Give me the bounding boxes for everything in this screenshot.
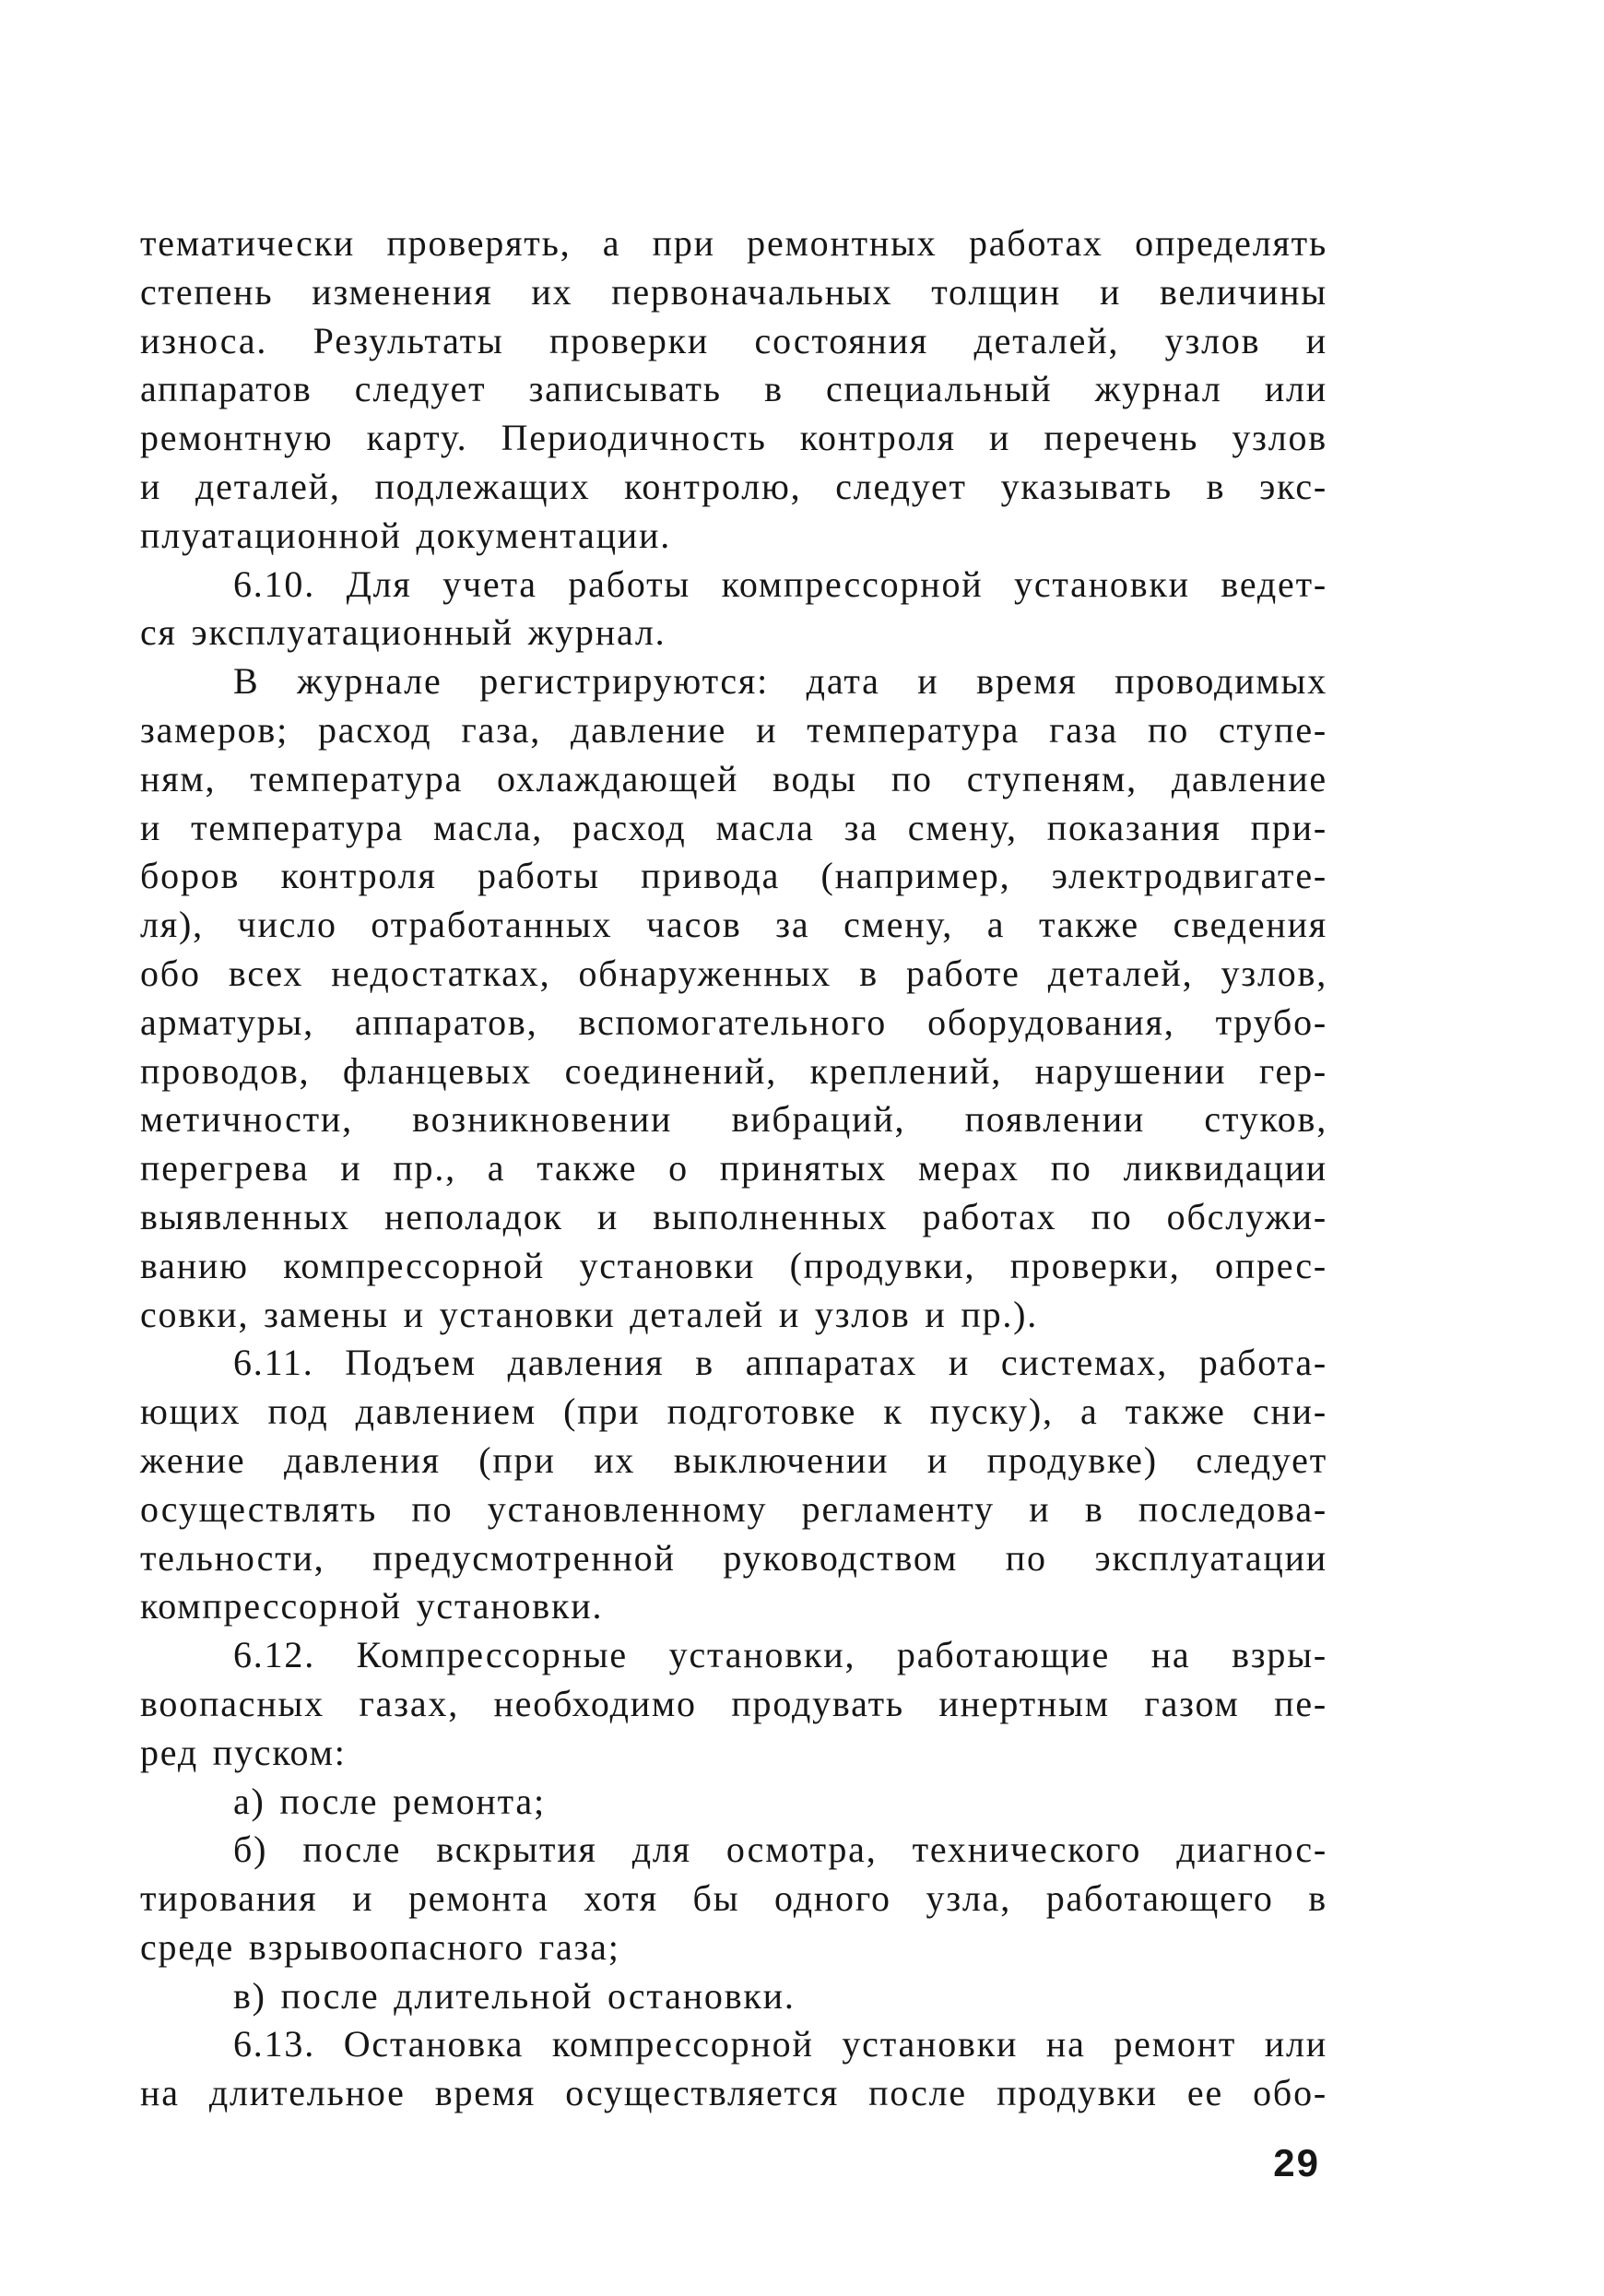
text-line: арматуры, аппаратов, вспомогательного оборудования, трубо- bbox=[140, 1000, 1327, 1043]
paragraph-p3 bbox=[140, 657, 1327, 1339]
paragraph-p8 bbox=[140, 1972, 1327, 2021]
text-line: среде взрывоопасного газа; bbox=[140, 1925, 620, 1968]
text-line: ред пуском: bbox=[140, 1731, 347, 1773]
text-line: перегрева и пр., а также о принятых мерах по ликвидации bbox=[140, 1147, 1327, 1189]
text-line: тематически проверять, а при ремонтных работах определять bbox=[140, 222, 1327, 264]
text-line: воопасных газах, необходимо продувать инертным газом пе- bbox=[140, 1682, 1327, 1724]
text-line: степень изменения их первоначальных толщин и величины bbox=[140, 270, 1327, 313]
text-line: ющих под давлением (при подготовке к пуску), а также сни- bbox=[140, 1391, 1327, 1433]
text-line: компрессорной установки. bbox=[140, 1585, 604, 1627]
paragraph-p5 bbox=[140, 1631, 1327, 1777]
text-line: ванию компрессорной установки (продувки, проверки, опрес- bbox=[140, 1244, 1327, 1286]
text-line: и деталей, подлежащих контролю, следует указывать в экс- bbox=[140, 465, 1327, 507]
text-line: проводов, фланцевых соединений, креплений, нарушении гер- bbox=[140, 1049, 1327, 1092]
text-line: тельности, предусмотренной руководством по эксплуатации bbox=[140, 1536, 1327, 1579]
text-line: осуществлять по установленному регламенту и в последова- bbox=[140, 1487, 1327, 1530]
paragraph-p7 bbox=[140, 1826, 1327, 1971]
text-line: ля), число отработанных часов за смену, а также сведения bbox=[140, 904, 1327, 946]
paragraph-p6 bbox=[140, 1778, 1327, 1827]
page-body-text bbox=[140, 219, 1327, 2118]
text-line: 6.10. Для учета работы компрессорной установки ведет- bbox=[233, 562, 1327, 605]
paragraph-p2 bbox=[140, 561, 1327, 658]
text-line: б) после вскрытия для осмотра, технического диагнос- bbox=[233, 1829, 1327, 1871]
text-line: В журнале регистрируются: дата и время проводимых bbox=[233, 660, 1327, 703]
text-line: а) после ремонта; bbox=[233, 1780, 546, 1822]
text-line: совки, замены и установки деталей и узлов и пр.). bbox=[140, 1293, 1039, 1335]
text-line: ся эксплуатационный журнал. bbox=[140, 611, 666, 654]
text-line: 6.11. Подъем давления в аппаратах и системах, работа- bbox=[233, 1342, 1327, 1384]
text-line: боров контроля работы привода (например, электродвигате- bbox=[140, 855, 1327, 897]
text-line: аппаратов следует записывать в специальный журнал или bbox=[140, 368, 1327, 410]
text-line: плуатационной документации. bbox=[140, 514, 672, 556]
text-line: замеров; расход газа, давление и температура газа по ступе- bbox=[140, 708, 1327, 751]
text-line: 6.13. Остановка компрессорной установки на ремонт или bbox=[233, 2023, 1327, 2065]
text-line: выявленных неполадок и выполненных работах по обслужи- bbox=[140, 1195, 1327, 1237]
paragraph-p1 bbox=[140, 219, 1327, 561]
paragraph-p9 bbox=[140, 2020, 1327, 2118]
text-line: тирования и ремонта хотя бы одного узла, работающего в bbox=[140, 1877, 1327, 1920]
page-number: 29 bbox=[1273, 2141, 1320, 2184]
paragraph-p4 bbox=[140, 1339, 1327, 1631]
text-line: и температура масла, расход масла за смену, показания при- bbox=[140, 806, 1327, 848]
text-line: жение давления (при их выключении и продувке) следует bbox=[140, 1438, 1327, 1481]
text-line: износа. Результаты проверки состояния деталей, узлов и bbox=[140, 319, 1327, 361]
text-line: на длительное время осуществляется после продувки ее обо- bbox=[140, 2072, 1327, 2114]
text-line: ням, температура охлаждающей воды по ступеням, давление bbox=[140, 757, 1327, 799]
text-line: обо всех недостатках, обнаруженных в работе деталей, узлов, bbox=[140, 952, 1327, 994]
text-line: метичности, возникновении вибраций, появлении стуков, bbox=[140, 1098, 1327, 1141]
text-line: в) после длительной остановки. bbox=[233, 1974, 796, 2017]
text-line: ремонтную карту. Периодичность контроля и перечень узлов bbox=[140, 417, 1327, 459]
text-line: 6.12. Компрессорные установки, работающие на взры- bbox=[233, 1634, 1327, 1676]
